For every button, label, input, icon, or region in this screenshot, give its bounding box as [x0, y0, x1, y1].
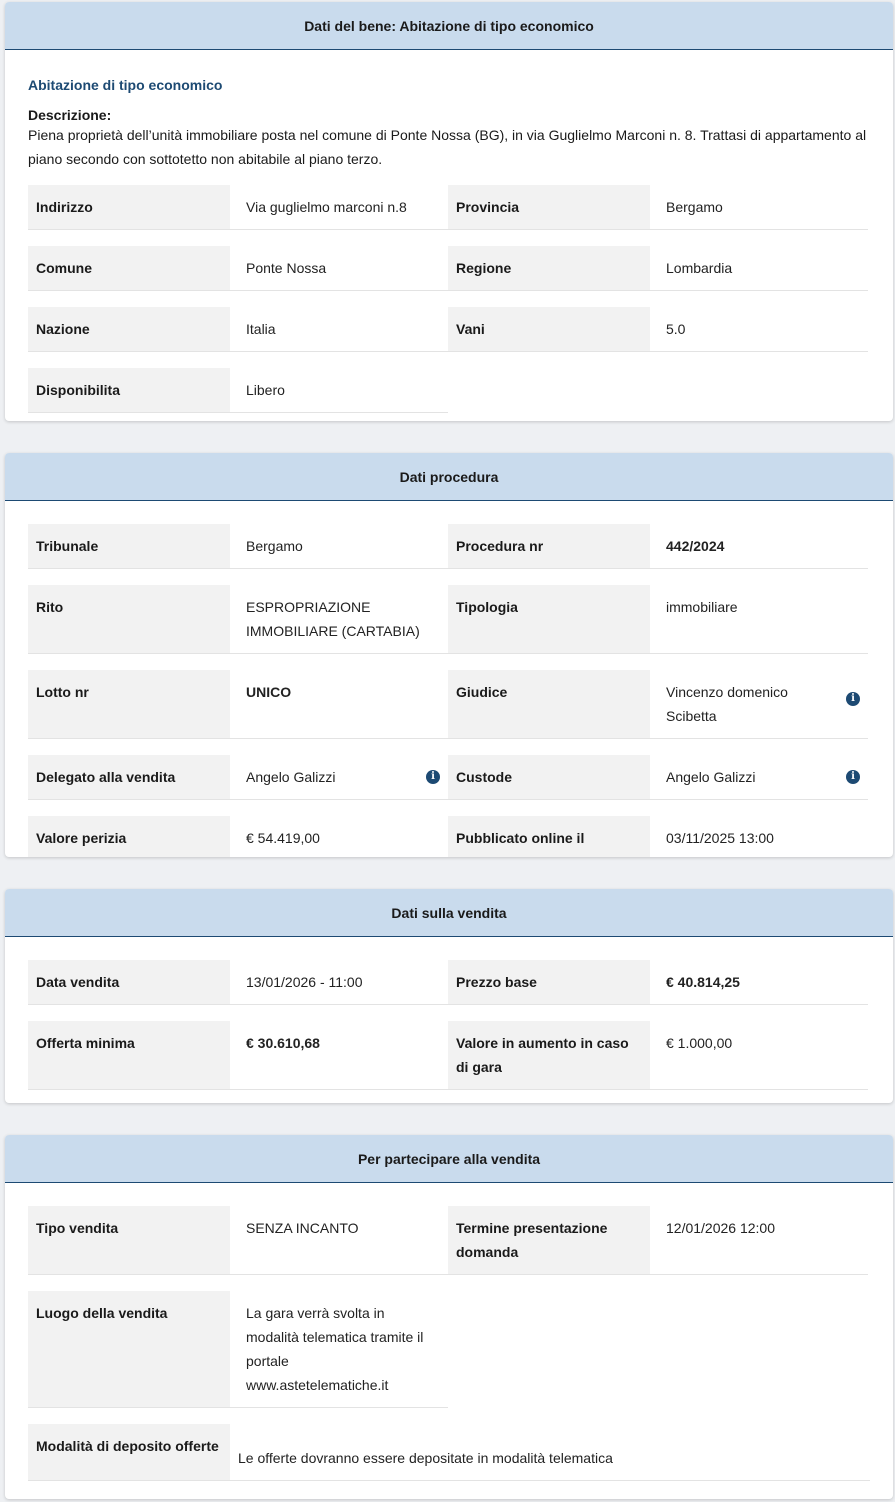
- field-value: ESPROPRIAZIONE IMMOBILIARE (CARTABIA): [246, 599, 420, 639]
- field-label: Tribunale: [28, 524, 230, 568]
- field-label: Nazione: [28, 307, 230, 351]
- field-value: 5.0: [666, 321, 686, 337]
- field-vani: [448, 307, 868, 352]
- field-provincia: [448, 185, 868, 230]
- field-label: Valore in aumento in caso di gara: [448, 1021, 650, 1089]
- field-indirizzo: [28, 185, 448, 230]
- field-value: € 54.419,00: [246, 830, 320, 846]
- field-prezzo-base: [448, 960, 868, 1005]
- card-partecipare: [5, 1135, 893, 1499]
- field-giudice: [448, 670, 868, 739]
- field-label: Comune: [28, 246, 230, 290]
- field-label: Regione: [448, 246, 650, 290]
- field-value: Angelo Galizzi: [666, 769, 756, 785]
- field-value: Libero: [246, 382, 285, 398]
- field-disponibilita: [28, 368, 448, 413]
- field-value: 13/01/2026 - 11:00: [246, 974, 363, 990]
- field-label: Pubblicato online il: [448, 816, 650, 857]
- field-tipologia: [448, 585, 868, 654]
- field-value: Angelo Galizzi: [246, 769, 336, 785]
- card-header-dati-bene: Dati del bene: Abitazione di tipo economico: [5, 2, 893, 50]
- field-value: 12/01/2026 12:00: [666, 1220, 775, 1236]
- field-label: Giudice: [448, 670, 650, 738]
- card-dati-bene: [5, 2, 893, 421]
- info-icon[interactable]: i: [426, 770, 440, 784]
- field-label: Luogo della vendita: [28, 1291, 230, 1407]
- field-label: Termine presentazione domanda: [448, 1206, 650, 1274]
- field-termine: [448, 1206, 868, 1275]
- field-label: Data vendita: [28, 960, 230, 1004]
- field-value: € 1.000,00: [666, 1035, 733, 1051]
- info-icon[interactable]: i: [846, 692, 860, 706]
- field-tribunale: [28, 524, 448, 569]
- field-label: Vani: [448, 307, 650, 351]
- field-value: Ponte Nossa: [246, 260, 327, 276]
- field-value: 442/2024: [666, 538, 725, 554]
- field-offerta-minima: [28, 1021, 448, 1090]
- field-value: Via guglielmo marconi n.8: [246, 199, 407, 215]
- field-value: La gara verrà svolta in modalità telematica tramite il portale www.astetelematiche.it: [246, 1305, 424, 1393]
- field-value: Vincenzo domenico Scibetta: [666, 684, 788, 724]
- field-label: Disponibilita: [28, 368, 230, 412]
- card-header-partecipare: Per partecipare alla vendita: [5, 1135, 893, 1183]
- info-icon[interactable]: i: [846, 770, 860, 784]
- card-dati-vendita: [5, 889, 893, 1103]
- field-label: Procedura nr: [448, 524, 650, 568]
- card-dati-procedura: [5, 453, 893, 857]
- field-value: € 40.814,25: [666, 974, 740, 990]
- field-lotto-nr: [28, 670, 448, 739]
- field-nazione: [28, 307, 448, 352]
- bene-subtitle: Abitazione di tipo economico: [28, 77, 223, 93]
- field-label: Tipologia: [448, 585, 650, 653]
- field-tipo-vendita: [28, 1206, 448, 1275]
- field-label: Prezzo base: [448, 960, 650, 1004]
- field-label: Lotto nr: [28, 670, 230, 738]
- field-modalita: [28, 1424, 870, 1481]
- field-value: € 30.610,68: [246, 1035, 320, 1051]
- field-value: Le offerte dovranno essere depositate in modalità telematica: [238, 1450, 613, 1466]
- description-label: Descrizione:: [28, 107, 112, 123]
- field-value-wrap: [650, 755, 868, 799]
- field-label: Delegato alla vendita: [28, 755, 230, 799]
- field-comune: [28, 246, 448, 291]
- field-label: Tipo vendita: [28, 1206, 230, 1274]
- field-custode: [448, 755, 868, 800]
- field-regione: [448, 246, 868, 291]
- description-text: Piena proprietà dell’unità immobiliare posta nel comune di Ponte Nossa (BG), in via Guglielmo Marconi n. 8. Trattasi di appartamento al piano secondo con sottotetto non abitabile al piano terzo.: [28, 127, 867, 167]
- field-luogo: [28, 1291, 448, 1408]
- field-data-vendita: [28, 960, 448, 1005]
- field-label: Indirizzo: [28, 185, 230, 229]
- field-valore-aumento: [448, 1021, 868, 1090]
- field-value-wrap: [650, 670, 868, 738]
- card-header-dati-vendita: Dati sulla vendita: [5, 889, 893, 937]
- field-label: Rito: [28, 585, 230, 653]
- field-value: Italia: [246, 321, 276, 337]
- field-value: Bergamo: [666, 199, 723, 215]
- field-label: Offerta minima: [28, 1021, 230, 1089]
- field-valore-perizia: [28, 816, 448, 857]
- field-value: Lombardia: [666, 260, 733, 276]
- card-header-dati-procedura: Dati procedura: [5, 453, 893, 501]
- field-label: Modalità di deposito offerte: [28, 1424, 230, 1480]
- field-label: Custode: [448, 755, 650, 799]
- field-label: Valore perizia: [28, 816, 230, 857]
- field-rito: [28, 585, 448, 654]
- field-value: Bergamo: [246, 538, 303, 554]
- field-value: UNICO: [246, 684, 292, 700]
- field-value: SENZA INCANTO: [246, 1220, 359, 1236]
- field-pubblicato: [448, 816, 868, 857]
- field-value-wrap: [230, 755, 448, 799]
- field-value: immobiliare: [666, 599, 738, 615]
- field-label: Provincia: [448, 185, 650, 229]
- field-delegato: [28, 755, 448, 800]
- field-procedura-nr: [448, 524, 868, 569]
- field-value: 03/11/2025 13:00: [666, 830, 774, 846]
